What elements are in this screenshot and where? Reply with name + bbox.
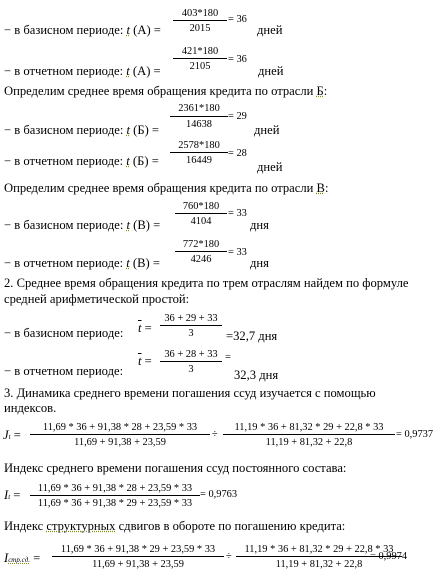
index-isd-lhs — [4, 551, 40, 567]
index-symbol: I — [4, 488, 9, 502]
fraction-denominator: 2105 — [189, 61, 211, 72]
fraction-bar — [30, 495, 200, 496]
fraction-numerator: 11,19 * 36 + 81,32 * 29 + 22,8 * 33 — [244, 544, 394, 555]
fraction-denominator: 11,69 * 36 + 91,38 * 29 + 23,59 * 33 — [37, 498, 193, 509]
fraction-numerator: 11,19 * 36 + 81,32 * 29 + 22,8 * 33 — [234, 422, 384, 433]
index-subscript: t — [8, 433, 11, 441]
t-bar-symbol: $\overline{t}$ — [138, 354, 142, 368]
equals-sign: = — [10, 428, 21, 442]
branch-label: (Б) = — [129, 154, 159, 168]
heading-text: Индекс — [4, 519, 47, 533]
fraction-numerator: 11,69 * 36 + 91,38 * 28 + 23,59 * 33 — [42, 422, 198, 433]
row-label: − в отчетном периоде: — [4, 256, 127, 270]
fraction-denominator: 3 — [188, 364, 194, 375]
t-symbol: t — [126, 218, 131, 232]
fraction-denominator: 4246 — [190, 254, 212, 265]
fraction-bar — [173, 20, 227, 21]
fraction-numerator: 403*180 — [181, 8, 219, 19]
fraction-bar — [175, 251, 227, 252]
fraction-denominator: 4104 — [190, 216, 212, 227]
fraction-denominator: 16449 — [186, 155, 212, 166]
paragraph-3-line-1: 3. Динамика среднего времени погашения ссуд изучается с помощью — [4, 386, 376, 400]
heading-constant-composition: Индекс среднего времени погашения ссуд постоянного состава: — [4, 461, 347, 475]
paragraph-3-line-2: индексов. — [4, 401, 57, 415]
fraction-numerator: 2361*180 — [178, 103, 220, 114]
heading-branch-v — [4, 181, 328, 195]
avg-report-lhs — [138, 354, 152, 368]
fraction-bar — [173, 58, 227, 59]
index-symbol: I — [4, 551, 9, 565]
row-label: − в базисном периоде: — [4, 23, 127, 37]
equals-sign-2: = — [225, 352, 231, 363]
heading-letter: В — [316, 181, 325, 195]
paragraph-2-line-1: 2. Среднее время обращения кредита по трем отраслям найдем по формуле — [4, 276, 409, 290]
fraction-denominator: 3 — [188, 328, 194, 339]
branch-label: (В) = — [130, 218, 161, 232]
unit: дней — [258, 64, 284, 78]
fraction-bar — [170, 152, 228, 153]
t-bar-symbol: $\overline{t}$ — [138, 321, 142, 335]
fraction-numerator: 11,69 * 36 + 91,38 * 28 + 23,59 * 33 — [37, 483, 193, 494]
index-result: = 0,9974 — [370, 551, 408, 562]
divide-sign: ÷ — [226, 551, 232, 562]
heading-structural-shifts — [4, 519, 345, 533]
index-result: = 0,9737 — [396, 429, 434, 440]
result: = 29 — [228, 111, 247, 122]
fraction-bar — [170, 116, 228, 117]
index-result: = 0,9763 — [200, 489, 238, 500]
row-v-basis — [4, 218, 160, 232]
row-a-report — [4, 64, 161, 78]
equals-sign: = — [141, 354, 152, 368]
fraction-bar — [160, 325, 222, 326]
avg-report-label: − в отчетном периоде: — [4, 364, 124, 378]
heading-colon: : — [323, 84, 328, 98]
t-symbol: t — [126, 123, 131, 137]
heading-text: Определим среднее время обращения кредита по отрасли — [4, 181, 317, 195]
heading-colon: : — [324, 181, 329, 195]
avg-basis-lhs — [138, 321, 152, 335]
index-subscript: t — [8, 493, 11, 501]
row-label: − в отчетном периоде: — [4, 64, 127, 78]
fraction-denominator: 14638 — [186, 119, 212, 130]
equals-sign: = — [10, 488, 21, 502]
branch-label: (В) = — [129, 256, 160, 270]
fraction-denominator: 11,19 + 81,32 + 22,8 — [275, 559, 363, 570]
heading-text-end: сдвигов в обороте по погашению кредита: — [115, 519, 346, 533]
branch-label: (А) = — [129, 64, 161, 78]
heading-letter: Б — [316, 84, 324, 98]
index-jt-lhs — [3, 428, 21, 444]
row-b-basis — [4, 123, 159, 137]
avg-report-result: 32,3 дня — [234, 368, 279, 382]
branch-label: (А) = — [130, 23, 161, 37]
result: = 28 — [228, 148, 247, 159]
t-symbol: t — [126, 23, 131, 37]
fraction-numerator: 2578*180 — [178, 140, 220, 151]
fraction-denominator: 11,69 + 91,38 + 23,59 — [74, 437, 166, 448]
fraction-bar — [30, 434, 210, 435]
result: = 36 — [228, 14, 247, 25]
fraction-bar — [223, 434, 395, 435]
row-b-report — [4, 154, 159, 168]
index-symbol: J — [3, 428, 9, 442]
fraction-numerator: 36 + 29 + 33 — [164, 313, 218, 324]
fraction-numerator: 421*180 — [181, 46, 219, 57]
index-it-lhs — [4, 488, 20, 504]
fraction-numerator: 11,69 * 36 + 91,38 * 29 + 23,59 * 33 — [60, 544, 216, 555]
unit: дня — [250, 218, 269, 232]
paragraph-2-line-2: средней арифметической простой: — [4, 292, 190, 306]
row-a-basis — [4, 23, 161, 37]
row-v-report — [4, 256, 160, 270]
unit: дней — [254, 123, 280, 137]
heading-underlined-word: структурных — [46, 519, 116, 533]
divide-sign: ÷ — [212, 429, 218, 440]
t-symbol: t — [126, 64, 130, 78]
t-symbol: t — [126, 256, 130, 270]
result: = 33 — [228, 208, 247, 219]
fraction-denominator: 11,69 + 91,38 + 23,59 — [92, 559, 184, 570]
row-label: − в базисном периоде: — [4, 218, 127, 232]
fraction-bar — [160, 361, 222, 362]
result: = 36 — [228, 54, 247, 65]
t-symbol: t — [126, 154, 130, 168]
avg-basis-result: =32,7 дня — [226, 329, 278, 343]
avg-basis-label: − в базисном периоде: — [4, 326, 124, 340]
equals-sign: = — [30, 551, 41, 565]
fraction-numerator: 772*180 — [182, 239, 220, 250]
result: = 33 — [228, 247, 247, 258]
branch-label: (Б) = — [130, 123, 160, 137]
heading-branch-b — [4, 84, 327, 98]
fraction-bar — [52, 556, 224, 557]
index-subscript: стр.сд. — [8, 556, 31, 564]
fraction-numerator: 760*180 — [182, 201, 220, 212]
fraction-denominator: 11,19 + 81,32 + 22,8 — [265, 437, 353, 448]
fraction-bar — [175, 213, 227, 214]
heading-text: Определим среднее время обращения кредита по отрасли — [4, 84, 317, 98]
unit: дней — [257, 23, 283, 37]
equals-sign: = — [141, 321, 152, 335]
unit: дней — [257, 160, 283, 174]
row-label: − в базисном периоде: — [4, 123, 127, 137]
row-label: − в отчетном периоде: — [4, 154, 127, 168]
unit: дня — [250, 256, 269, 270]
fraction-denominator: 2015 — [189, 23, 211, 34]
fraction-numerator: 36 + 28 + 33 — [164, 349, 218, 360]
